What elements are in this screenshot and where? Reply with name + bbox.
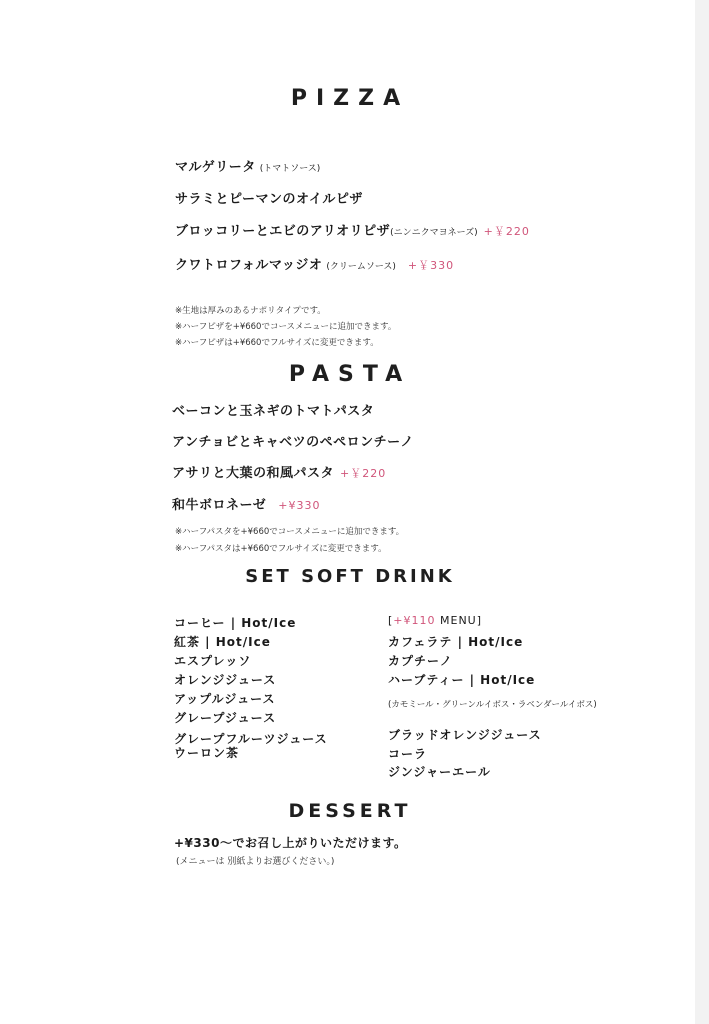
drinks-heading: SET SOFT DRINK (245, 566, 455, 587)
page-edge-shadow (695, 0, 709, 1024)
pizza-item-price: +￥330 (407, 259, 455, 272)
dessert-heading: DESSERT (288, 800, 412, 822)
drink-item: ジンジャーエール (388, 765, 491, 779)
pasta-item: ベーコンと玉ネギのトマトパスタ (172, 404, 375, 419)
drink-item: コーラ (388, 747, 428, 761)
pizza-item: クワトロフォルマッジオ (クリームソース) +￥330 (175, 258, 455, 273)
drink-item: 紅茶 | Hot/Ice (174, 635, 271, 649)
pizza-item: ブロッコリーとエビのアリオリピザ(ニンニクマヨネーズ) +￥220 (175, 224, 530, 239)
pizza-heading: PIZZA (290, 86, 410, 111)
pasta-note: ※ハーフパスタを+¥660でコースメニューに追加できます。 (175, 527, 405, 537)
drink-item: ハーブティー | Hot/Ice (388, 673, 536, 687)
pizza-item-price: +￥220 (483, 225, 530, 238)
dessert-line: +¥330〜でお召し上がりいただけます。 (174, 836, 407, 850)
drink-item: エスプレッソ (174, 654, 252, 668)
drink-item: オレンジジュース (174, 673, 277, 687)
dessert-note: (メニューは 別紙よりお選びください。) (176, 857, 335, 867)
pizza-note: ※ハーフピザは+¥660でフルサイズに変更できます。 (175, 338, 379, 348)
extra-menu-price: +¥110 (393, 614, 436, 627)
pasta-item: 和牛ボロネーゼ +¥330 (172, 498, 321, 513)
drink-item: ブラッドオレンジジュース (388, 728, 542, 742)
pasta-item: アンチョビとキャベツのペペロンチーノ (172, 435, 414, 450)
drink-item: グレープジュース (174, 711, 277, 725)
pasta-note: ※ハーフパスタは+¥660でフルサイズに変更できます。 (175, 544, 387, 554)
pasta-item: アサリと大葉の和風パスタ +￥220 (172, 466, 387, 481)
drink-item: カフェラテ | Hot/Ice (388, 635, 524, 649)
pasta-item-price: +￥220 (340, 467, 387, 480)
drink-item: グレープフルーツジュース (174, 732, 328, 746)
drink-item: カプチーノ (388, 654, 453, 668)
pasta-item-price: +¥330 (278, 499, 321, 512)
pizza-item: サラミとピーマンのオイルピザ (175, 192, 363, 207)
drink-item: アップルジュース (174, 692, 276, 706)
pasta-heading: PASTA (288, 362, 412, 387)
herb-tea-varieties: (カモミール・グリーンルイボス・ラベンダールイボス) (388, 700, 597, 710)
pizza-note: ※生地は厚みのあるナポリタイプです。 (175, 306, 326, 316)
drink-item: コーヒー | Hot/Ice (174, 616, 297, 630)
extra-menu-header: [+¥110 MENU] (388, 614, 483, 627)
pizza-item: マルゲリータ (トマトソース) (175, 160, 321, 175)
drink-item: ウーロン茶 (174, 746, 240, 760)
pizza-note: ※ハーフピザを+¥660でコースメニューに追加できます。 (175, 322, 397, 332)
